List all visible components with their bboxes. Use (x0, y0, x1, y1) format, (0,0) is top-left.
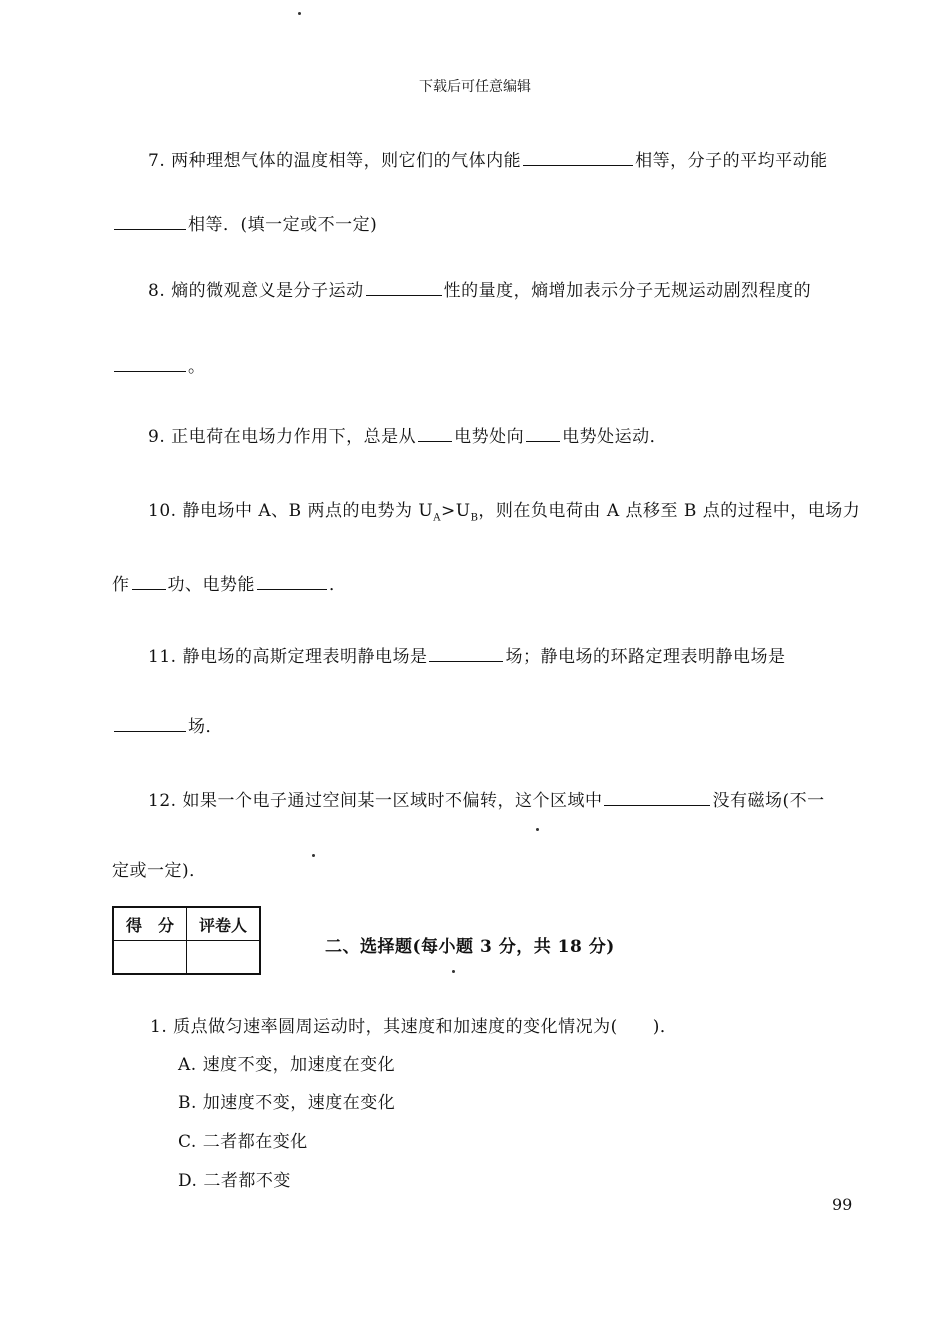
q11-text-end: 场． (188, 717, 223, 737)
q10-blank-1[interactable] (132, 574, 166, 590)
mc-option-c[interactable]: C. 二者都在变化 (178, 1132, 308, 1152)
q7-blank-1[interactable] (523, 150, 633, 166)
speck (312, 854, 315, 857)
score-table (112, 906, 261, 975)
q7-text-end: 相等．(填一定或不一定) (188, 215, 378, 235)
q7-text-mid: 相等，分子的平均平动能 (635, 151, 828, 171)
q9-blank-2[interactable] (526, 426, 560, 442)
q12-blank-1[interactable] (604, 790, 710, 806)
q11-blank-2[interactable] (114, 716, 186, 732)
question-12-line2 (112, 856, 207, 881)
mc-question-1: 1. 质点做匀速率圆周运动时，其速度和加速度的变化情况为( )． (150, 1017, 678, 1037)
q11-blank-1[interactable] (429, 646, 503, 662)
mc-option-d[interactable]: D. 二者都不变 (178, 1171, 291, 1191)
question-10-line1 (148, 496, 860, 523)
q8-blank-2[interactable] (114, 356, 186, 372)
q9-text: 9. 正电荷在电场力作用下，总是从 (148, 427, 417, 447)
q10-text-gt: >U (440, 501, 471, 521)
grader-cell[interactable] (187, 941, 261, 975)
q11-text: 11. 静电场的高斯定理表明静电场是 (148, 647, 428, 667)
q7-text: 7. 两种理想气体的温度相等，则它们的气体内能 (148, 151, 522, 171)
q10-sub-b: B (470, 512, 479, 524)
question-12-line1 (148, 786, 825, 811)
q10-text-line2-end: ． (329, 575, 347, 595)
mc-option-b[interactable]: B. 加速度不变，速度在变化 (178, 1093, 396, 1113)
page-header: 下载后可任意编辑 (419, 79, 531, 95)
question-11-line1 (148, 642, 785, 667)
q9-text-mid: 电势处向 (454, 427, 525, 447)
question-9 (148, 422, 667, 447)
q9-blank-1[interactable] (418, 426, 452, 442)
q10-text-end: ，则在负电荷由 A 点移至 B 点的过程中，电场力 (478, 501, 861, 521)
grader-header: 评卷人 (187, 907, 261, 941)
q10-text-line2-mid: 功、电势能 (167, 575, 255, 595)
page-number: 99 (832, 1195, 853, 1214)
q12-text-end: 定或一定)． (112, 861, 207, 881)
mc-option-a[interactable]: A. 速度不变，加速度在变化 (178, 1055, 396, 1075)
q8-text-end: 。 (188, 357, 206, 377)
q10-sub-a: A (433, 512, 441, 524)
question-10-line2 (112, 570, 347, 595)
score-header: 得 分 (113, 907, 187, 941)
q8-text: 8. 熵的微观意义是分子运动 (148, 281, 364, 301)
score-cell[interactable] (113, 941, 187, 975)
question-11-line2 (112, 712, 223, 737)
speck (452, 970, 455, 973)
question-7-line1 (148, 146, 828, 171)
question-7-line2 (112, 210, 377, 235)
q8-text-mid: 性的量度，熵增加表示分子无规运动剧烈程度的 (443, 281, 812, 301)
q11-text-mid: 场；静电场的环路定理表明静电场是 (505, 647, 786, 667)
q9-text-end: 电势处运动． (562, 427, 668, 447)
q10-text-line2-pre: 作 (112, 575, 130, 595)
q12-text-mid: 没有磁场(不一 (712, 791, 825, 811)
q10-blank-2[interactable] (257, 574, 327, 590)
question-8-line1 (148, 276, 811, 301)
q10-text: 10. 静电场中 A、B 两点的电势为 U (148, 501, 434, 521)
section-title: 二、选择题(每小题 3 分，共 18 分) (325, 937, 615, 957)
q8-blank-1[interactable] (366, 280, 442, 296)
q7-blank-2[interactable] (114, 214, 186, 230)
speck (536, 828, 539, 831)
speck (298, 12, 301, 15)
question-8-line2 (112, 352, 206, 377)
q12-text: 12. 如果一个电子通过空间某一区域时不偏转，这个区域中 (148, 791, 603, 811)
